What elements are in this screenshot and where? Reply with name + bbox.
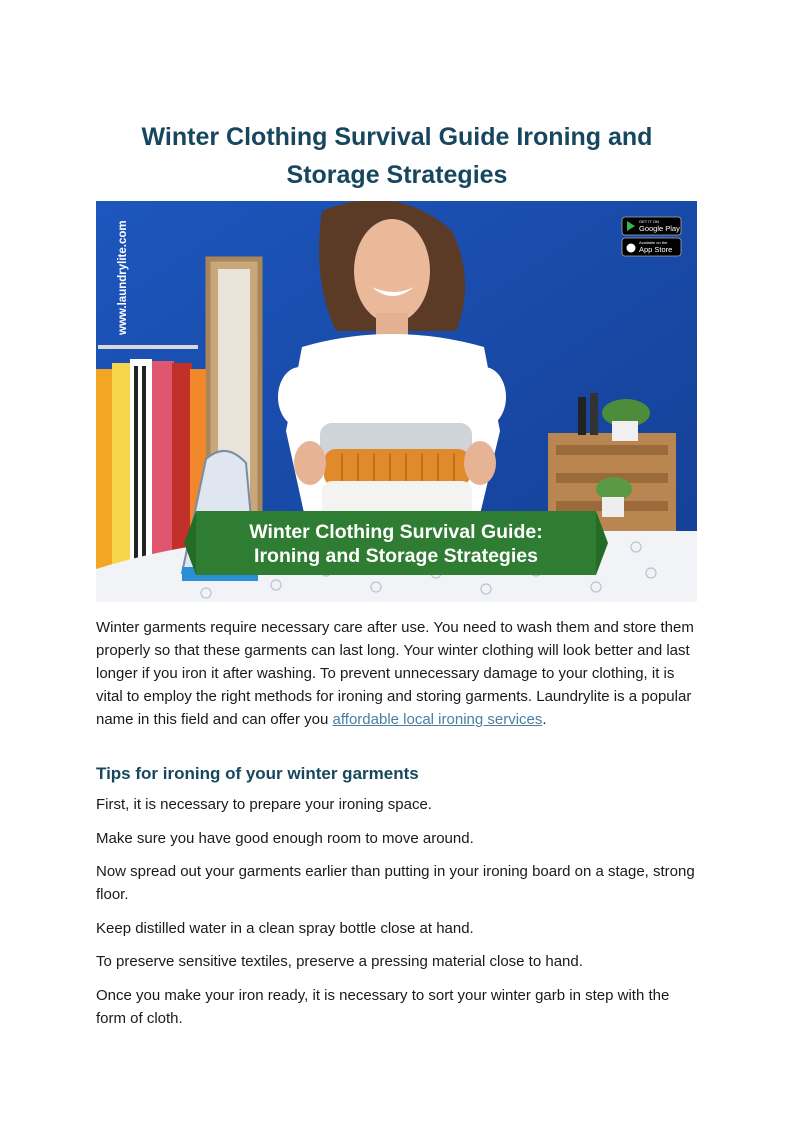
- intro-text: Winter garments require necessary care after use. You need to wash them and store them properly so that these garments can last long. Your winter clothing will look better and last longer if you iron it after washing. To prevent unnecessary damage to your clothing, it is vital to employ the right methods for ironing and storing garments. Laundrylite is a popular name in this field and can offer you: [96, 619, 694, 728]
- tip-item: Make sure you have good enough room to move around.: [96, 829, 474, 847]
- tips-list: [96, 793, 696, 1040]
- intro-paragraph: [96, 616, 696, 731]
- svg-text:GET IT ON: GET IT ON: [639, 219, 659, 224]
- svg-text:Google Play: Google Play: [639, 224, 680, 233]
- woman-face: [354, 219, 430, 323]
- tip-item: Once you make your iron ready, it is necessary to sort your winter garb in step with the form of cloth.: [96, 986, 670, 1027]
- banner-line-2: Ironing and Storage Strategies: [254, 545, 538, 567]
- svg-text:App Store: App Store: [639, 245, 673, 254]
- hero-image: [96, 201, 697, 602]
- google-play-badge[interactable]: [622, 217, 681, 235]
- ironing-services-link[interactable]: affordable local ironing services: [332, 711, 543, 728]
- svg-text:Available on the: Available on the: [639, 240, 668, 245]
- banner-line-1: Winter Clothing Survival Guide:: [249, 521, 543, 543]
- tip-item: Keep distilled water in a clean spray bottle close at hand.: [96, 919, 474, 937]
- app-store-badge[interactable]: [622, 238, 681, 256]
- document-title: Winter Clothing Survival Guide Ironing and Storage Strategies: [141, 123, 653, 189]
- intro-text-end: .: [542, 711, 547, 728]
- website-watermark: www.laundrylite.com: [117, 220, 129, 335]
- tip-item: To preserve sensitive textiles, preserve a pressing material close to hand.: [96, 953, 583, 970]
- hanging-clothes: [96, 369, 114, 569]
- tips-heading: Tips for ironing of your winter garments: [96, 764, 419, 783]
- tip-item: Now spread out your garments earlier than putting in your ironing board on a stage, strong floor.: [96, 863, 695, 903]
- tip-item: First, it is necessary to prepare your ironing space.: [96, 796, 432, 813]
